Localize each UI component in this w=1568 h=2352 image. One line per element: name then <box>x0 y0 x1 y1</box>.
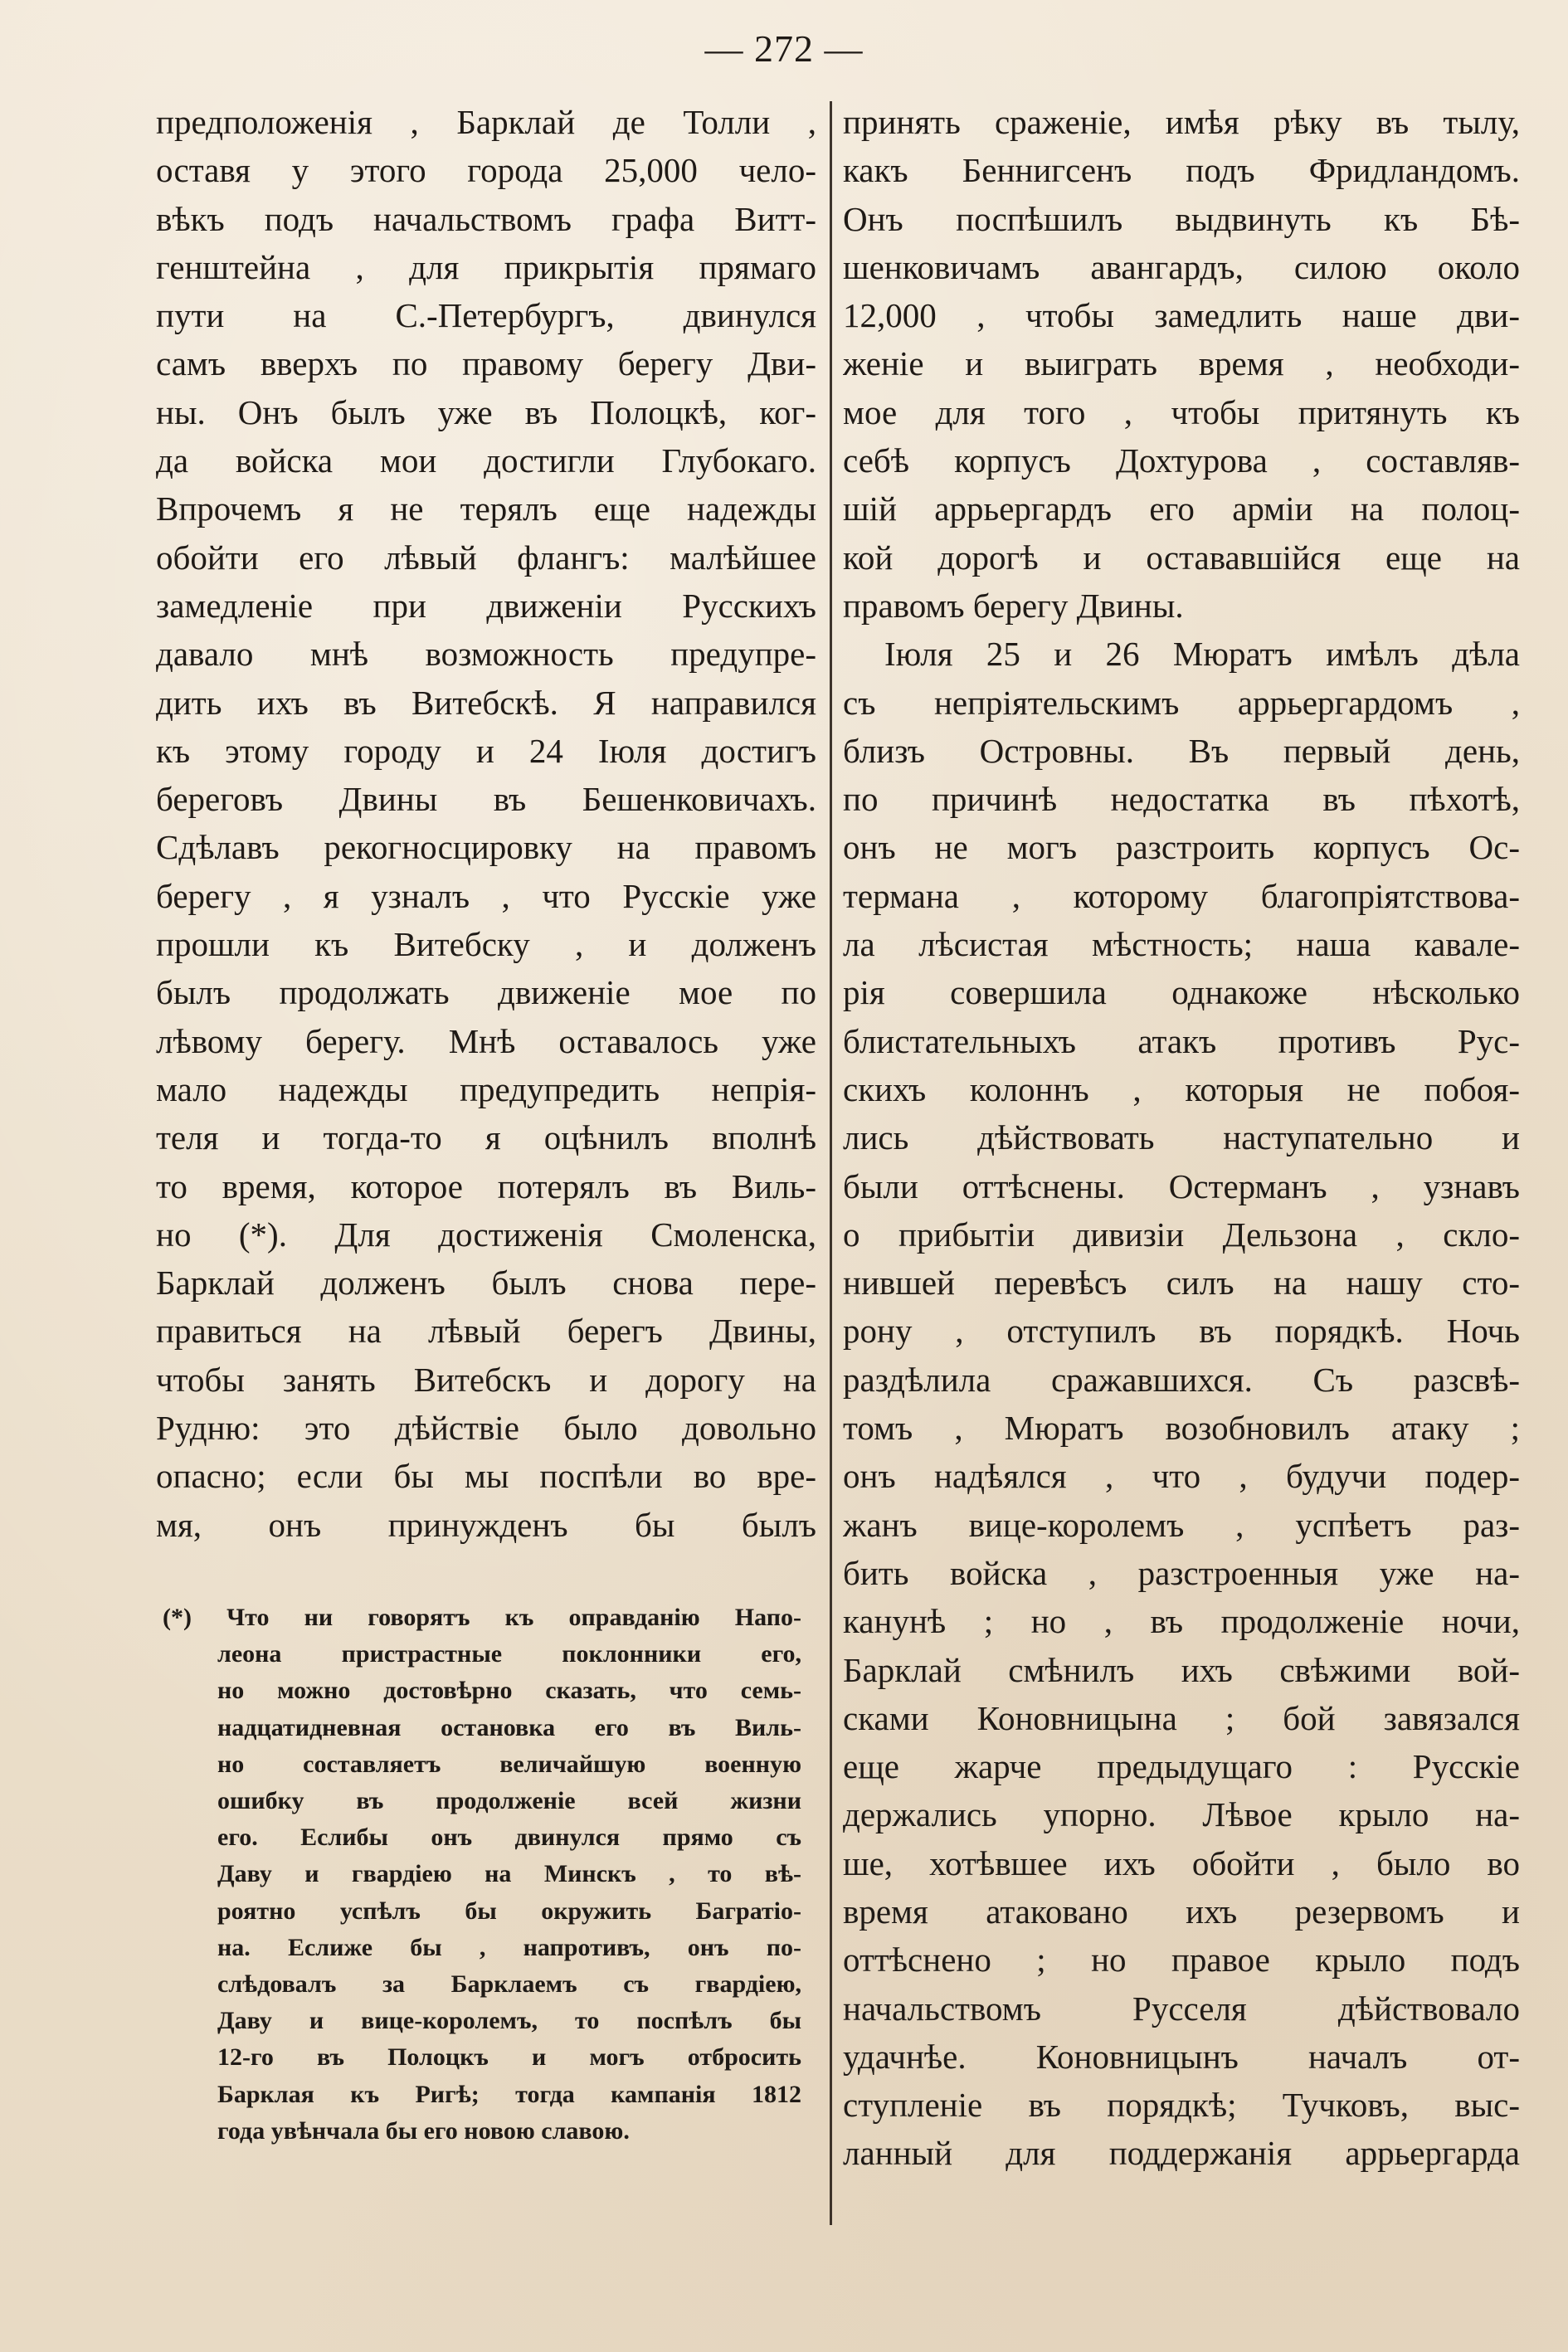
right-column-line: шенковичамъ авангардъ, силою около <box>843 247 1520 286</box>
right-column-line: ла лѣсистая мѣстность; наша кавале- <box>843 925 1520 964</box>
right-column-line: близъ Островны. Въ первый день, <box>843 731 1520 770</box>
right-column-line: кой дорогѣ и остававшійся еще на <box>843 538 1520 577</box>
column-divider <box>830 101 832 2225</box>
left-column-line: береговъ Двины въ Бешенковичахъ. <box>156 780 816 819</box>
left-column-line: вѣкъ подъ начальствомъ графа Витт- <box>156 199 816 238</box>
left-column-line: къ этому городу и 24 Іюля достигъ <box>156 731 816 770</box>
right-column-line: еще жарче предыдущаго : Русскіе <box>843 1747 1520 1786</box>
left-column-line: дить ихъ въ Витебскѣ. Я направился <box>156 683 816 722</box>
right-column-line: себѣ корпусъ Дохтурова , составляв- <box>843 441 1520 480</box>
right-column-line: какъ Беннигсенъ подъ Фридландомъ. <box>843 151 1520 190</box>
left-column-line: берегу , я узналъ , что Русскіе уже <box>156 876 816 915</box>
left-column-line: правиться на лѣвый берегъ Двины, <box>156 1312 816 1351</box>
footnote-line: Даву и гвардіею на Минскъ , то вѣ- <box>217 1860 801 1888</box>
right-column <box>843 98 1520 2178</box>
right-column-line: скихъ колоннъ , которыя не побоя- <box>843 1069 1520 1108</box>
left-column <box>156 98 816 1549</box>
left-column-line: мало надежды предупредить непрія- <box>156 1069 816 1108</box>
right-column-line: рону , отступилъ въ порядкѣ. Ночь <box>843 1312 1520 1351</box>
left-column-line: опасно; если бы мы поспѣли во вре- <box>156 1457 816 1496</box>
right-column-line: удачнѣе. Коновницынъ началъ от- <box>843 2037 1520 2076</box>
right-column-line: Барклай смѣнилъ ихъ свѣжими вой- <box>843 1650 1520 1689</box>
footnote-line: 12-го въ Полоцкъ и могъ отбросить <box>217 2043 801 2072</box>
footnote-line: на. Еслиже бы , напротивъ, онъ по- <box>217 1933 801 1961</box>
footnote-line: ошибку въ продолженіе всей жизни <box>217 1787 801 1815</box>
right-column-line: канунѣ ; но , въ продолженіе ночи, <box>843 1602 1520 1641</box>
right-column-line: начальствомъ Русселя дѣйствовало <box>843 1989 1520 2028</box>
right-column-line: держались упорно. Лѣвое крыло на- <box>843 1795 1520 1834</box>
right-column-line: лись дѣйствовать наступательно и <box>843 1118 1520 1157</box>
left-column-line: теля и тогда-то я оцѣнилъ вполнѣ <box>156 1118 816 1157</box>
footnote-line: Барклая къ Ригѣ; тогда кампанія 1812 <box>217 2080 801 2108</box>
left-column-line: обойти его лѣвый флангъ: малѣйшее <box>156 538 816 577</box>
right-column-line: принять сраженіе, имѣя рѣку въ тылу, <box>843 103 1520 141</box>
left-column-line: оставя у этого города 25,000 чело- <box>156 151 816 190</box>
left-column-line: давало мнѣ возможность предупре- <box>156 635 816 674</box>
right-column-line: время атаковано ихъ резервомъ и <box>843 1892 1520 1931</box>
left-column-line: замедленіе при движеніи Русскихъ <box>156 586 816 625</box>
right-column-line: рія совершила однакоже нѣсколько <box>843 973 1520 1012</box>
left-column-line: былъ продолжать движеніе мое по <box>156 973 816 1012</box>
right-column-line: раздѣлила сражавшихся. Съ разсвѣ- <box>843 1360 1520 1399</box>
right-column-line: жанъ вице-королемъ , успѣетъ раз- <box>843 1505 1520 1544</box>
right-column-line: женіе и выиграть время , необходи- <box>843 344 1520 383</box>
right-column-line: термана , которому благопріятствова- <box>843 876 1520 915</box>
left-column-line: Барклай долженъ былъ снова пере- <box>156 1264 816 1303</box>
left-column-line: но (*). Для достиженія Смоленска, <box>156 1215 816 1254</box>
right-column-line: правомъ берегу Двины. <box>843 586 1184 625</box>
left-column-line: самъ вверхъ по правому берегу Дви- <box>156 344 816 383</box>
footnote <box>163 1600 801 2150</box>
left-column-line: Сдѣлавъ рекогносцировку на правомъ <box>156 828 816 867</box>
right-column-line: онъ не могъ разстроить корпусъ Ос- <box>843 828 1520 867</box>
right-column-line: онъ надѣялся , что , будучи подер- <box>843 1457 1520 1496</box>
right-column-line: по причинѣ недостатка въ пѣхотѣ, <box>843 780 1520 819</box>
footnote-line: слѣдовалъ за Барклаемъ съ гвардіею, <box>217 1970 801 1999</box>
footnote-line: его. Еслибы онъ двинулся прямо съ <box>217 1824 801 1852</box>
footnote-line: леона пристрастные поклонники его, <box>217 1640 801 1668</box>
right-column-line: мое для того , чтобы притянуть къ <box>843 392 1520 431</box>
right-column-line: томъ , Мюратъ возобновилъ атаку ; <box>843 1409 1520 1448</box>
right-column-line: были оттѣснены. Остерманъ , узнавъ <box>843 1166 1520 1205</box>
right-column-line: ше, хотѣвшее ихъ обойти , было во <box>843 1843 1520 1882</box>
left-column-line: лѣвому берегу. Мнѣ оставалось уже <box>156 1021 816 1060</box>
right-column-line: сками Коновницына ; бой завязался <box>843 1698 1520 1737</box>
left-column-line: то время, которое потерялъ въ Виль- <box>156 1166 816 1205</box>
left-column-line: предположенія , Барклай де Толли , <box>156 103 816 141</box>
left-column-line: да войска мои достигли Глубокаго. <box>156 441 816 480</box>
right-column-line: ланный для поддержанія аррьергарда <box>843 2134 1520 2173</box>
footnote-line: но составляетъ величайшую военную <box>217 1750 801 1778</box>
right-column-line: о прибытіи дивизіи Дельзона , скло- <box>843 1215 1520 1254</box>
right-column-line: Іюля 25 и 26 Мюратъ имѣлъ дѣла <box>884 635 1520 674</box>
footnote-line: роятно успѣлъ бы окружить Багратіо- <box>217 1897 801 1925</box>
page-number: — 272 — <box>704 27 864 70</box>
footnote-body <box>163 1600 801 2150</box>
left-column-line: чтобы занять Витебскъ и дорогу на <box>156 1360 816 1399</box>
left-column-line: прошли къ Витебску , и долженъ <box>156 925 816 964</box>
right-column-line: оттѣснено ; но правое крыло подъ <box>843 1941 1520 1979</box>
footnote-line: но можно достовѣрно сказать, что семь- <box>217 1677 801 1705</box>
left-column-line: ны. Онъ былъ уже въ Полоцкѣ, ког- <box>156 392 816 431</box>
left-column-line: мя, онъ принужденъ бы былъ <box>156 1505 816 1544</box>
right-column-line: бить войска , разстроенныя уже на- <box>843 1553 1520 1592</box>
right-column-line: ступленіе въ порядкѣ; Тучковъ, выс- <box>843 2086 1520 2125</box>
footnote-line: Даву и вице-королемъ, то поспѣлъ бы <box>217 2007 801 2035</box>
footnote-line: года увѣнчала бы его новою славою. <box>217 2116 630 2145</box>
left-column-line: пути на С.-Петербургъ, двинулся <box>156 296 816 335</box>
footnote-line: (*) Что ни говорятъ къ оправданію Напо- <box>163 1604 801 1631</box>
right-column-line: 12,000 , чтобы замедлить наше дви- <box>843 296 1520 335</box>
right-column-line: Онъ поспѣшилъ выдвинуть къ Бѣ- <box>843 199 1520 238</box>
left-column-line: генштейна , для прикрытія прямаго <box>156 247 816 286</box>
right-column-line: блистательныхъ атакъ противъ Рус- <box>843 1021 1520 1060</box>
right-column-line: нившей перевѣсъ силъ на нашу сто- <box>843 1264 1520 1303</box>
right-column-line: съ непріятельскимъ аррьергардомъ , <box>843 683 1520 722</box>
footnote-line: надцатидневная остановка его въ Виль- <box>217 1713 801 1741</box>
left-column-line: Впрочемъ я не терялъ еще надежды <box>156 489 816 528</box>
left-column-line: Рудню: это дѣйствіе было довольно <box>156 1409 816 1448</box>
right-column-line: шій аррьергардъ его арміи на полоц- <box>843 489 1520 528</box>
